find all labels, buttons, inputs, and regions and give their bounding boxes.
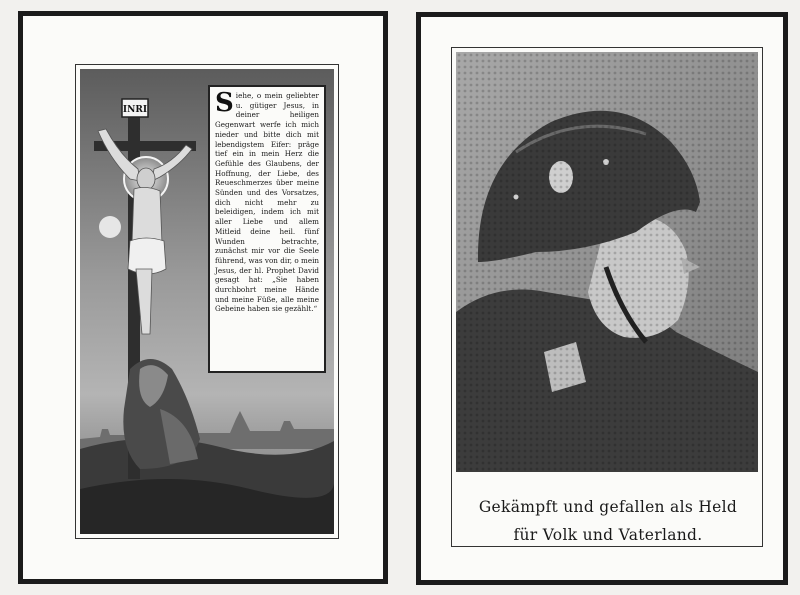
soldier-portrait xyxy=(456,52,758,472)
prayer-initial: S xyxy=(215,88,234,118)
crucifixion-frame xyxy=(75,64,339,539)
soldier-illustration xyxy=(456,52,758,472)
portrait-frame xyxy=(451,47,763,547)
prayer-body: iehe, o mein geliebter u. gütiger Jesus, in deiner heiligen Gegenwart werfe ich mich nieder und bitte dich mit lebendigstem Eifer: präge tief ein in mein Herz die Gefühle des Glaubens, der Hoffnung, der Liebe, des Reueschmerzes über meine Sünden und des Vorsatzes, dich nicht mehr zu beleidigen, indem ich mit aller Liebe und allem Mitleid deine heil. fünf Wunden betrachte, zunächst mir vor die Seele führend, was von dir, o mein Jesus, der hl. Prophet David gesagt hat: „Sie haben durchbohrt meine Hände und meine Füße, alle meine Gebeine haben sie gezählt.“ xyxy=(215,91,319,314)
inri-sign: INRI xyxy=(122,105,148,115)
caption-line-1: Gekämpft und gefallen als Held xyxy=(478,498,738,516)
crucifixion-illustration xyxy=(80,69,334,534)
prayer-text-box xyxy=(208,85,326,373)
caption-line-2: für Volk und Vaterland. xyxy=(513,526,703,544)
right-memorial-card xyxy=(416,12,788,585)
left-memorial-card xyxy=(18,11,388,584)
moon xyxy=(99,216,121,238)
prayer-text xyxy=(215,88,319,314)
